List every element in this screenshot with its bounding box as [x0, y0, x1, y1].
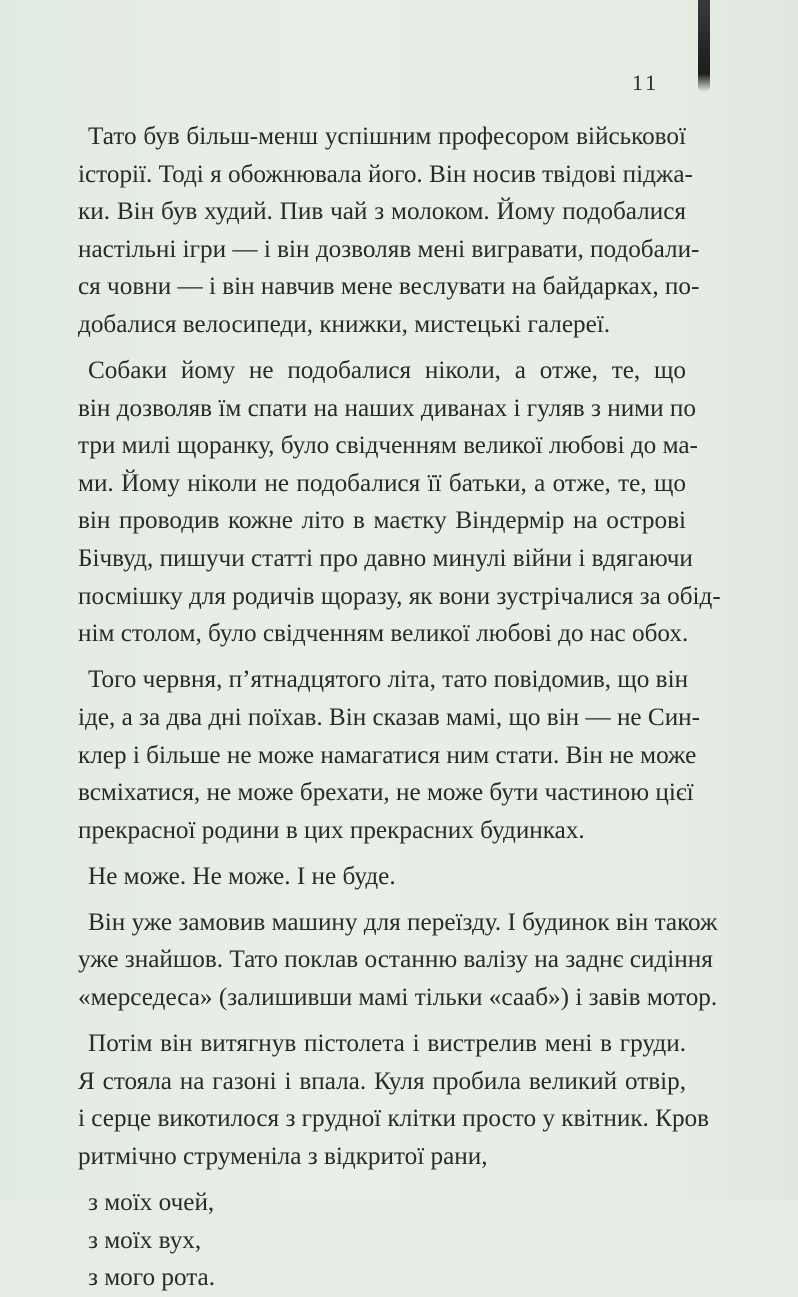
text-line: посмішку для родичів щоразу, як вони зустрічалися за обід-	[78, 582, 721, 610]
paragraph-6	[78, 1025, 710, 1175]
text-line: настільні ігри — і він дозволяв мені вигравати, подобали-	[78, 235, 700, 263]
text-line: добалися велосипеди, книжки, мистецькі галереї.	[78, 310, 611, 338]
paragraph-3	[78, 661, 701, 849]
text-line: прекрасної родини в цих прекрасних будинках.	[78, 816, 585, 844]
text-line: три милі щоранку, було свідченням великої любові до ма-	[78, 432, 698, 460]
paragraph-1	[78, 118, 700, 344]
text-line: «мерседеса» (залишивши мамі тільки «сааб») і завів мотор.	[78, 984, 718, 1012]
text-line: він проводив кожне літо в маєтку Віндермір на острові	[78, 507, 686, 535]
text-line: клер і більше не може намагатися ним стати. Він не може	[78, 741, 697, 769]
body-text	[78, 118, 721, 1297]
text-line: ся човни — і він навчив мене веслувати на байдарках, по-	[78, 273, 700, 301]
paragraph-4	[78, 858, 686, 896]
text-line: ритмічно струменіла з відкритої рани,	[78, 1142, 488, 1170]
text-line: ми. Йому ніколи не подобалися її батьки, а отже, те, що	[78, 469, 686, 497]
text-line: Тато був більш-менш успішним професором військової	[88, 123, 686, 150]
text-line: нім столом, було свідченням великої любові до нас обох.	[78, 620, 689, 648]
paragraph-5	[78, 904, 718, 1017]
text-line: Не може. Не може. І не буде.	[88, 862, 396, 890]
text-line: всміхатися, не може брехати, не може бути частиною цієї	[78, 779, 694, 807]
text-line: Він уже замовив машину для переїзду. І будинок він також	[88, 908, 718, 936]
text-line: іде, а за два дні поїхав. Він сказав мамі, що він — не Син-	[78, 703, 701, 731]
text-line: він дозволяв їм спати на наших диванах і гуляв з ними по	[78, 394, 696, 422]
page-edge-mark	[698, 0, 710, 92]
text-line: і серце викотилося з грудної клітки просто у квітник. Кров	[78, 1105, 710, 1133]
text-line: ки. Він був худий. Пив чай з молоком. Йому подобалися	[78, 198, 686, 226]
text-line: Бічвуд, пишучи статті про давно минулі війни і вдягаючи	[78, 545, 693, 573]
paragraph-2	[78, 352, 721, 653]
text-line: історії. Тоді я обожнювала його. Він носив твідові піджа-	[78, 160, 693, 188]
text-line: Я стояла на газоні і впала. Куля пробила великий отвір,	[78, 1067, 686, 1095]
text-line: Собаки йому не подобалися ніколи, а отже, те, що	[88, 357, 686, 385]
verse-line: з моїх вух,	[88, 1226, 202, 1254]
page-number: 11	[632, 70, 660, 95]
text-line: Потім він витягнув пістолета і вистрелив мені в груди.	[88, 1030, 686, 1058]
verse-line: з моїх очей,	[88, 1189, 215, 1217]
text-line: уже знайшов. Тато поклав останню валізу на заднє сидіння	[78, 946, 713, 974]
verse-block	[78, 1184, 686, 1297]
verse-line: з мого рота.	[88, 1264, 216, 1292]
text-line: Того червня, п’ятнадцятого літа, тато повідомив, що він	[88, 666, 689, 694]
